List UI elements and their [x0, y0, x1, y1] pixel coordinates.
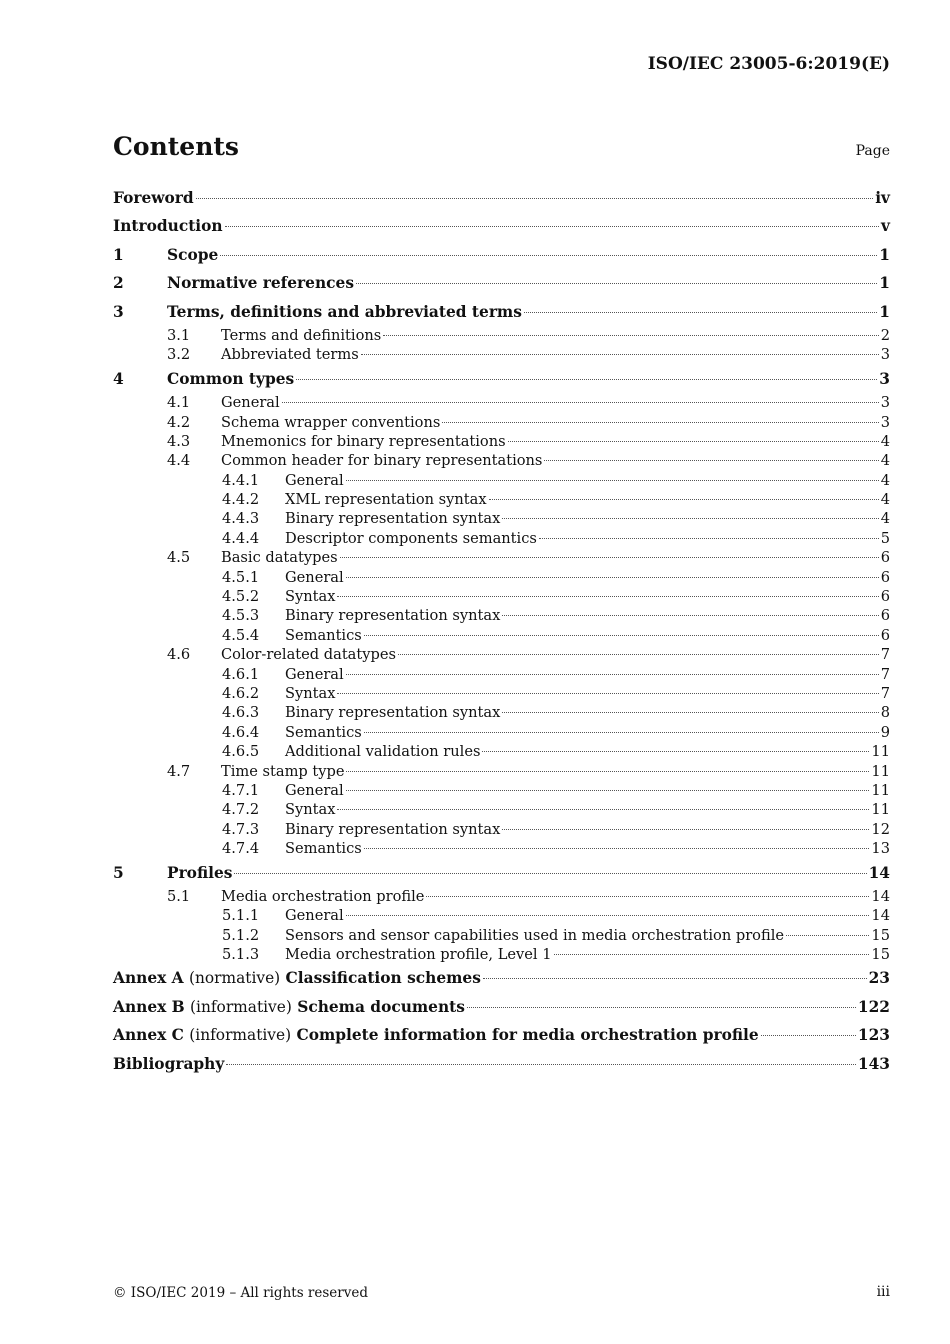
- toc-entry-title: Common types: [167, 369, 295, 388]
- dot-leader: [220, 255, 877, 256]
- toc-entry-page: 4: [880, 452, 890, 470]
- toc-entry-page: 3: [880, 394, 890, 412]
- toc-entry[interactable]: [113, 241, 890, 269]
- toc-entry-page: 4: [880, 432, 890, 450]
- standard-identifier: ISO/IEC 23005-6:2019(E): [647, 54, 890, 74]
- toc-entry-title: [113, 1021, 759, 1049]
- dot-leader: [346, 674, 879, 675]
- dot-leader: [196, 198, 874, 199]
- dot-leader: [346, 790, 870, 791]
- toc-entry-page: 6: [880, 549, 890, 567]
- toc-entry-title: Media orchestration profile, Level 1: [285, 946, 552, 964]
- toc-entry-title: Semantics: [285, 723, 362, 741]
- toc-entry-page: 6: [880, 626, 890, 644]
- toc-entry[interactable]: [113, 587, 890, 606]
- page-title: Contents: [113, 132, 240, 161]
- toc-entry-page: 123: [857, 1026, 890, 1045]
- toc-entry-page: 3: [880, 346, 890, 364]
- dot-leader: [364, 848, 870, 849]
- toc-entry-title: Schema wrapper conventions: [221, 413, 441, 431]
- toc-entry-page: 5: [880, 529, 890, 547]
- toc-entry[interactable]: [113, 184, 890, 212]
- toc-entry-number: 4.6.3: [222, 704, 260, 722]
- toc-entry-number: 4.7.3: [222, 820, 260, 838]
- toc-entry-number: 5.1.2: [222, 926, 260, 944]
- toc-entry-page: 11: [871, 781, 890, 799]
- dot-leader: [786, 935, 869, 936]
- toc-entry-page: 15: [871, 946, 890, 964]
- toc-entry[interactable]: [113, 490, 890, 509]
- toc-entry[interactable]: [113, 945, 890, 964]
- toc-entry-title: General: [285, 665, 344, 683]
- toc-entry-number: 4.7.1: [222, 781, 260, 799]
- dot-leader: [225, 226, 879, 227]
- dot-leader: [524, 312, 877, 313]
- toc-entry-title: Media orchestration profile: [221, 887, 425, 905]
- toc-entry[interactable]: [113, 509, 890, 528]
- toc-entry-page: 3: [880, 413, 890, 431]
- toc-entry-title: Basic datatypes: [221, 549, 338, 567]
- dot-leader: [346, 480, 879, 481]
- toc-entry[interactable]: [113, 269, 890, 297]
- toc-entry-number: 4.6.1: [222, 665, 260, 683]
- toc-entry[interactable]: [113, 800, 890, 819]
- toc-entry-page: 7: [880, 646, 890, 664]
- toc-entry-title: Normative references: [167, 274, 354, 293]
- toc-entry-number: 4.5.2: [222, 588, 260, 606]
- toc-entry-title: Binary representation syntax: [285, 820, 501, 838]
- toc-entry-title: Terms and definitions: [221, 326, 382, 344]
- toc-entry-number: 4.7: [167, 762, 191, 780]
- toc-entry[interactable]: [113, 820, 890, 839]
- toc-entry-title: Scope: [167, 245, 219, 264]
- toc-entry[interactable]: [113, 365, 890, 393]
- toc-entry[interactable]: [113, 345, 890, 364]
- dot-leader: [483, 978, 867, 979]
- toc-entry-number: 5: [113, 863, 124, 882]
- toc-entry[interactable]: [113, 665, 890, 684]
- toc-entry-number: 4.7.4: [222, 840, 260, 858]
- annex-title: Complete information for media orchestration profile: [296, 1026, 759, 1045]
- toc-entry-page: 15: [871, 926, 890, 944]
- toc-entry[interactable]: [113, 684, 890, 703]
- toc-entry-number: 2: [113, 274, 124, 293]
- toc-entry[interactable]: [113, 626, 890, 645]
- toc-entry-title: Semantics: [285, 840, 362, 858]
- toc-entry[interactable]: [113, 723, 890, 742]
- toc-entry-page: 7: [880, 665, 890, 683]
- dot-leader: [361, 354, 879, 355]
- copyright-notice: © ISO/IEC 2019 – All rights reserved: [113, 1285, 368, 1301]
- toc-entry-number: 4.6: [167, 646, 191, 664]
- annex-title: Classification schemes: [285, 969, 481, 988]
- toc-entry-number: 1: [113, 245, 124, 264]
- dot-leader: [226, 1064, 856, 1065]
- toc-entry[interactable]: [113, 451, 890, 470]
- annex-type: (normative): [188, 969, 281, 988]
- toc-entry[interactable]: [113, 906, 890, 925]
- toc-entry[interactable]: [113, 781, 890, 800]
- dot-leader: [356, 283, 877, 284]
- annex-label: Annex A: [113, 969, 184, 988]
- toc-entry-number: 4.7.2: [222, 801, 260, 819]
- toc-entry-title: Terms, definitions and abbreviated terms: [167, 302, 522, 321]
- toc-entry[interactable]: [113, 1050, 890, 1078]
- dot-leader: [296, 379, 877, 380]
- toc-entry-page: 11: [871, 762, 890, 780]
- toc-entry-title: Sensors and sensor capabilities used in media orchestration profile: [285, 926, 785, 944]
- toc-entry-title: Binary representation syntax: [285, 607, 501, 625]
- dot-leader: [508, 441, 879, 442]
- toc-entry[interactable]: [113, 993, 890, 1021]
- dot-leader: [502, 518, 878, 519]
- toc-entry-page: iv: [875, 189, 890, 207]
- dot-leader: [340, 557, 879, 558]
- annex-label: Annex C: [113, 1026, 184, 1045]
- toc-entry-number: 4.4.1: [222, 471, 260, 489]
- toc-entry-title: Syntax: [285, 588, 336, 606]
- toc-entry-number: 5.1.3: [222, 946, 260, 964]
- dot-leader: [346, 915, 870, 916]
- toc-entry-page: 14: [871, 907, 890, 925]
- toc-entry-title: XML representation syntax: [285, 491, 487, 509]
- toc-entry[interactable]: [113, 964, 890, 992]
- toc-entry-page: 1: [879, 302, 890, 321]
- toc-entry[interactable]: [113, 645, 890, 664]
- dot-leader: [544, 460, 878, 461]
- dot-leader: [426, 896, 869, 897]
- toc-entry[interactable]: [113, 839, 890, 858]
- dot-leader: [502, 829, 869, 830]
- toc-entry-title: Semantics: [285, 626, 362, 644]
- toc-entry[interactable]: [113, 762, 890, 781]
- dot-leader: [346, 771, 869, 772]
- dot-leader: [282, 402, 879, 403]
- toc-entry-page: 14: [871, 887, 890, 905]
- toc-entry-title: General: [285, 471, 344, 489]
- dot-leader: [482, 751, 869, 752]
- toc-entry-title: Abbreviated terms: [221, 346, 359, 364]
- toc-entry-number: 3.2: [167, 346, 191, 364]
- toc-entry[interactable]: [113, 393, 890, 412]
- toc-entry-page: 6: [880, 607, 890, 625]
- dot-leader: [502, 615, 878, 616]
- toc-entry-page: 4: [880, 510, 890, 528]
- toc-entry-page: 11: [871, 743, 890, 761]
- toc-entry[interactable]: [113, 413, 890, 432]
- toc-entry-page: 6: [880, 588, 890, 606]
- table-of-contents: [113, 184, 890, 1078]
- dot-leader: [234, 873, 866, 874]
- dot-leader: [489, 499, 879, 500]
- toc-entry-page: 143: [857, 1054, 890, 1073]
- toc-entry-number: 4.1: [167, 394, 191, 412]
- toc-entry-number: 5.1.1: [222, 907, 260, 925]
- page-column-label: Page: [855, 143, 890, 159]
- toc-entry-page: v: [881, 217, 890, 236]
- toc-entry-title: Bibliography: [113, 1054, 225, 1073]
- toc-entry[interactable]: [113, 298, 890, 326]
- toc-entry-number: 3: [113, 302, 124, 321]
- toc-entry-page: 8: [880, 704, 890, 722]
- toc-entry[interactable]: [113, 212, 890, 240]
- toc-entry-page: 12: [871, 820, 890, 838]
- toc-entry-number: 4.4: [167, 452, 191, 470]
- annex-label: Annex B: [113, 997, 185, 1016]
- dot-leader: [554, 954, 870, 955]
- toc-entry-title: General: [221, 394, 280, 412]
- toc-entry-title: Syntax: [285, 801, 336, 819]
- page-number: iii: [876, 1284, 890, 1300]
- annex-type: (informative): [190, 997, 292, 1016]
- toc-entry-number: 4.5.1: [222, 568, 260, 586]
- toc-entry-title: [113, 964, 481, 992]
- toc-entry-title: Color-related datatypes: [221, 646, 396, 664]
- toc-entry-number: 5.1: [167, 887, 191, 905]
- toc-entry-number: 4.3: [167, 432, 191, 450]
- toc-entry[interactable]: [113, 742, 890, 761]
- toc-entry[interactable]: [113, 326, 890, 345]
- toc-entry-number: 4: [113, 369, 124, 388]
- dot-leader: [761, 1035, 856, 1036]
- toc-entry-number: 4.6.5: [222, 743, 260, 761]
- dot-leader: [364, 732, 879, 733]
- dot-leader: [502, 712, 878, 713]
- toc-entry-page: 3: [879, 369, 890, 388]
- dot-leader: [442, 422, 878, 423]
- dot-leader: [346, 577, 879, 578]
- dot-leader: [539, 538, 879, 539]
- toc-entry-title: Syntax: [285, 684, 336, 702]
- annex-type: (informative): [189, 1026, 292, 1045]
- toc-entry-title: Common header for binary representations: [221, 452, 543, 470]
- toc-entry-number: 4.2: [167, 413, 191, 431]
- toc-entry-number: 4.4.3: [222, 510, 260, 528]
- toc-entry-page: 13: [871, 840, 890, 858]
- toc-entry-title: Additional validation rules: [285, 743, 481, 761]
- toc-entry-title: Foreword: [113, 189, 194, 207]
- toc-entry-page: 7: [880, 684, 890, 702]
- toc-entry-page: 1: [879, 245, 890, 264]
- toc-entry-page: 9: [880, 723, 890, 741]
- dot-leader: [467, 1007, 856, 1008]
- toc-entry[interactable]: [113, 432, 890, 451]
- dot-leader: [337, 596, 878, 597]
- toc-entry-page: 11: [871, 801, 890, 819]
- toc-entry-page: 122: [857, 997, 890, 1016]
- toc-entry-number: 4.5.3: [222, 607, 260, 625]
- dot-leader: [337, 693, 878, 694]
- toc-entry[interactable]: [113, 529, 890, 548]
- toc-entry-title: Binary representation syntax: [285, 704, 501, 722]
- toc-entry-number: 4.5.4: [222, 626, 260, 644]
- toc-entry[interactable]: [113, 606, 890, 625]
- toc-entry[interactable]: [113, 926, 890, 945]
- toc-entry-page: 23: [868, 969, 890, 988]
- toc-entry-title: [113, 993, 465, 1021]
- toc-entry-title: Time stamp type: [221, 762, 345, 780]
- toc-entry-page: 6: [880, 568, 890, 586]
- toc-entry-number: 4.5: [167, 549, 191, 567]
- dot-leader: [383, 335, 878, 336]
- dot-leader: [337, 809, 869, 810]
- toc-entry-title: Introduction: [113, 217, 223, 236]
- toc-entry-title: General: [285, 568, 344, 586]
- toc-entry[interactable]: [113, 568, 890, 587]
- toc-entry-title: Descriptor components semantics: [285, 529, 537, 547]
- toc-entry-number: 4.4.4: [222, 529, 260, 547]
- toc-entry-page: 1: [879, 274, 890, 293]
- toc-entry-title: General: [285, 907, 344, 925]
- toc-entry-page: 4: [880, 471, 890, 489]
- dot-leader: [364, 635, 879, 636]
- toc-entry-title: Profiles: [167, 863, 233, 882]
- toc-entry[interactable]: [113, 1021, 890, 1049]
- toc-entry[interactable]: [113, 703, 890, 722]
- toc-entry[interactable]: [113, 859, 890, 887]
- toc-entry-page: 4: [880, 491, 890, 509]
- toc-entry-title: General: [285, 781, 344, 799]
- toc-entry-number: 4.6.4: [222, 723, 260, 741]
- toc-entry[interactable]: [113, 548, 890, 567]
- toc-entry[interactable]: [113, 471, 890, 490]
- toc-entry-page: 2: [880, 326, 890, 344]
- toc-entry-page: 14: [868, 863, 890, 882]
- toc-entry-title: Binary representation syntax: [285, 510, 501, 528]
- toc-entry-title: Mnemonics for binary representations: [221, 432, 506, 450]
- toc-entry-number: 3.1: [167, 326, 191, 344]
- toc-entry-number: 4.6.2: [222, 684, 260, 702]
- dot-leader: [398, 654, 879, 655]
- annex-title: Schema documents: [297, 997, 465, 1016]
- toc-entry[interactable]: [113, 887, 890, 906]
- toc-entry-number: 4.4.2: [222, 491, 260, 509]
